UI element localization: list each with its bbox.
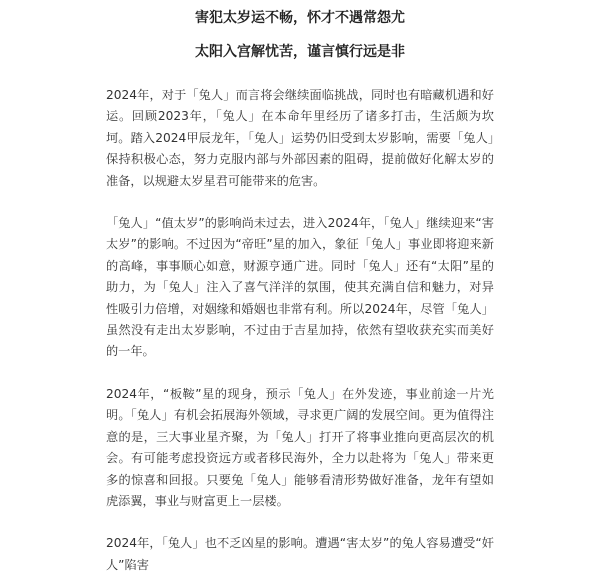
article-paragraph: 2024年，对于「兔人」而言将会继续面临挑战，同时也有暗藏机遇和好运。回顾2023年，「兔人」在本命年里经历了诸多打击，生活颇为坎坷。踏入2024甲辰龙年，「兔人」运势仍旧受到太岁影响，需要「兔人」保持积极心态，努力克服内部与外部因素的阻碍，提前做好化解太岁的准备，以规避太岁星君可能带来的危害。 (106, 88, 494, 188)
article-page (0, 9, 600, 572)
article-paragraph: 2024年，“板鞍”星的现身，预示「兔人」在外发迹，事业前途一片光明。「兔人」有机会拓展海外领域，寻求更广阔的发展空间。更为值得注意的是，三大事业星齐聚，为「兔人」打开了将事业推向更高层次的机会。有可能考虑投资远方或者移民海外，全力以赴将为「兔人」带来更多的惊喜和回报。只要兔「兔人」能够看清形势做好准备，龙年有望如虎添翼，事业与财富更上一层楼。 (106, 386, 494, 508)
article-paragraph: 2024年，「兔人」也不乏凶星的影响。遭遇“害太岁”的兔人容易遭受“奸人”陷害 (106, 536, 494, 572)
article-paragraph: 「兔人」“值太岁”的影响尚未过去，进入2024年，「兔人」继续迎来“害太岁”的影响。不过因为“帝旺”星的加入，象征「兔人」事业即将迎来新的高峰，事事顺心如意，财源亨通广进。同时「兔人」还有“太阳”星的助力，为「兔人」注入了喜气洋洋的氛围，使其充满自信和魅力，对异性吸引力倍增，对姻缘和婚姻也非常有利。所以2024年，尽管「兔人」虽然没有走出太岁影响，不过由于吉星加持，依然有望收获充实而美好的一年。 (106, 216, 494, 359)
article-title: 害犯太岁运不畅，怀才不遇常怨尤 (195, 10, 405, 26)
article-body (0, 85, 494, 576)
article-subtitle: 太阳入宫解忧苦，谨言慎行远是非 (195, 44, 405, 60)
